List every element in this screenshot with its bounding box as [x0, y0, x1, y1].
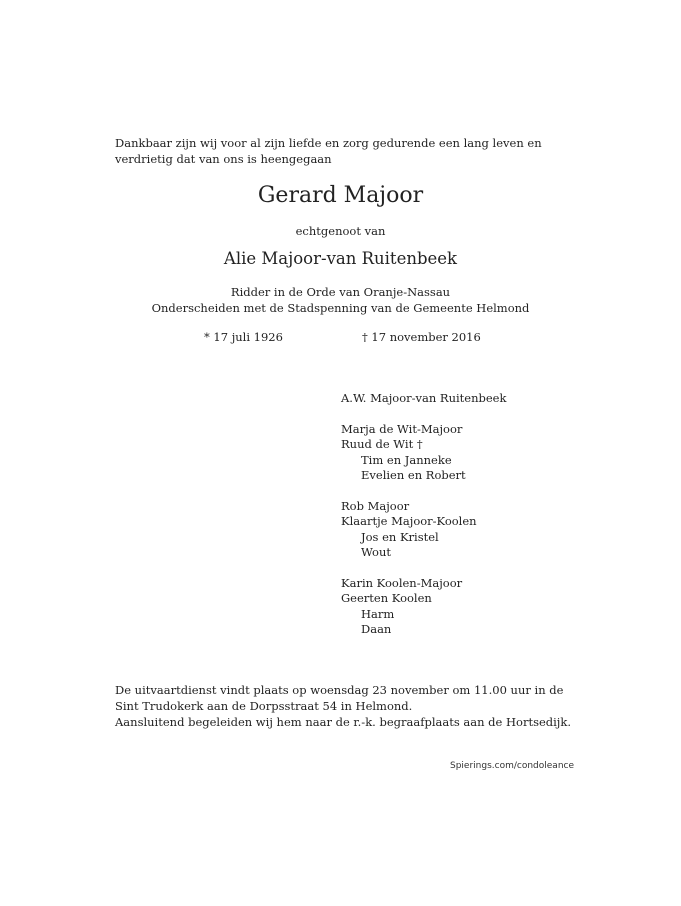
honor-line-1: Ridder in de Orde van Oranje-Nassau [230, 285, 451, 299]
honors [0, 284, 681, 316]
grandchild: Evelien en Robert [361, 468, 466, 483]
family-spouse: A.W. Majoor-van Ruitenbeek [341, 391, 507, 405]
family-list [341, 391, 506, 637]
birth-date: * 17 juli 1926 [204, 330, 283, 344]
honor-line-2: Onderscheiden met de Stadspenning van de Gemeente Helmond [151, 301, 530, 315]
family-member: Ruud de Wit † [341, 437, 423, 452]
grandchild: Wout [361, 545, 391, 560]
family-member: Geerten Koolen [341, 591, 432, 606]
condolence-link[interactable]: Spierings.com/condoleance [450, 761, 575, 771]
spacer [341, 483, 506, 498]
death-date: † 17 november 2016 [362, 330, 481, 344]
family-member: Klaartje Majoor-Koolen [341, 514, 477, 529]
spouse-name: Alie Majoor-van Ruitenbeek [223, 249, 458, 268]
intro-line-2: verdrietig dat van ons is heengegaan [115, 152, 332, 166]
closing-line-3: Aansluitend begeleiden wij hem naar de r.-k. begraafplaats aan de Hortsedijk. [115, 715, 572, 729]
closing-line-1: De uitvaartdienst vindt plaats op woensdag 23 november om 11.00 uur in de [115, 683, 564, 697]
closing-line-2: Sint Trudokerk aan de Dorpsstraat 54 in Helmond. [115, 699, 413, 713]
family-member: Marja de Wit-Majoor [341, 421, 463, 436]
spacer [341, 406, 506, 421]
deceased-name: Gerard Majoor [257, 183, 424, 208]
grandchild: Daan [361, 622, 392, 637]
intro-line-1: Dankbaar zijn wij voor al zijn liefde en zorg gedurende een lang leven en [115, 136, 542, 150]
spacer [341, 560, 506, 575]
intro-text [115, 135, 585, 167]
grandchild: Jos en Kristel [361, 529, 439, 544]
closing-text [115, 682, 585, 730]
family-member: Karin Koolen-Majoor [341, 575, 463, 590]
relation-label: echtgenoot van [295, 224, 386, 238]
family-member: Rob Majoor [341, 498, 410, 513]
grandchild: Tim en Janneke [361, 452, 452, 467]
grandchild: Harm [361, 606, 395, 621]
